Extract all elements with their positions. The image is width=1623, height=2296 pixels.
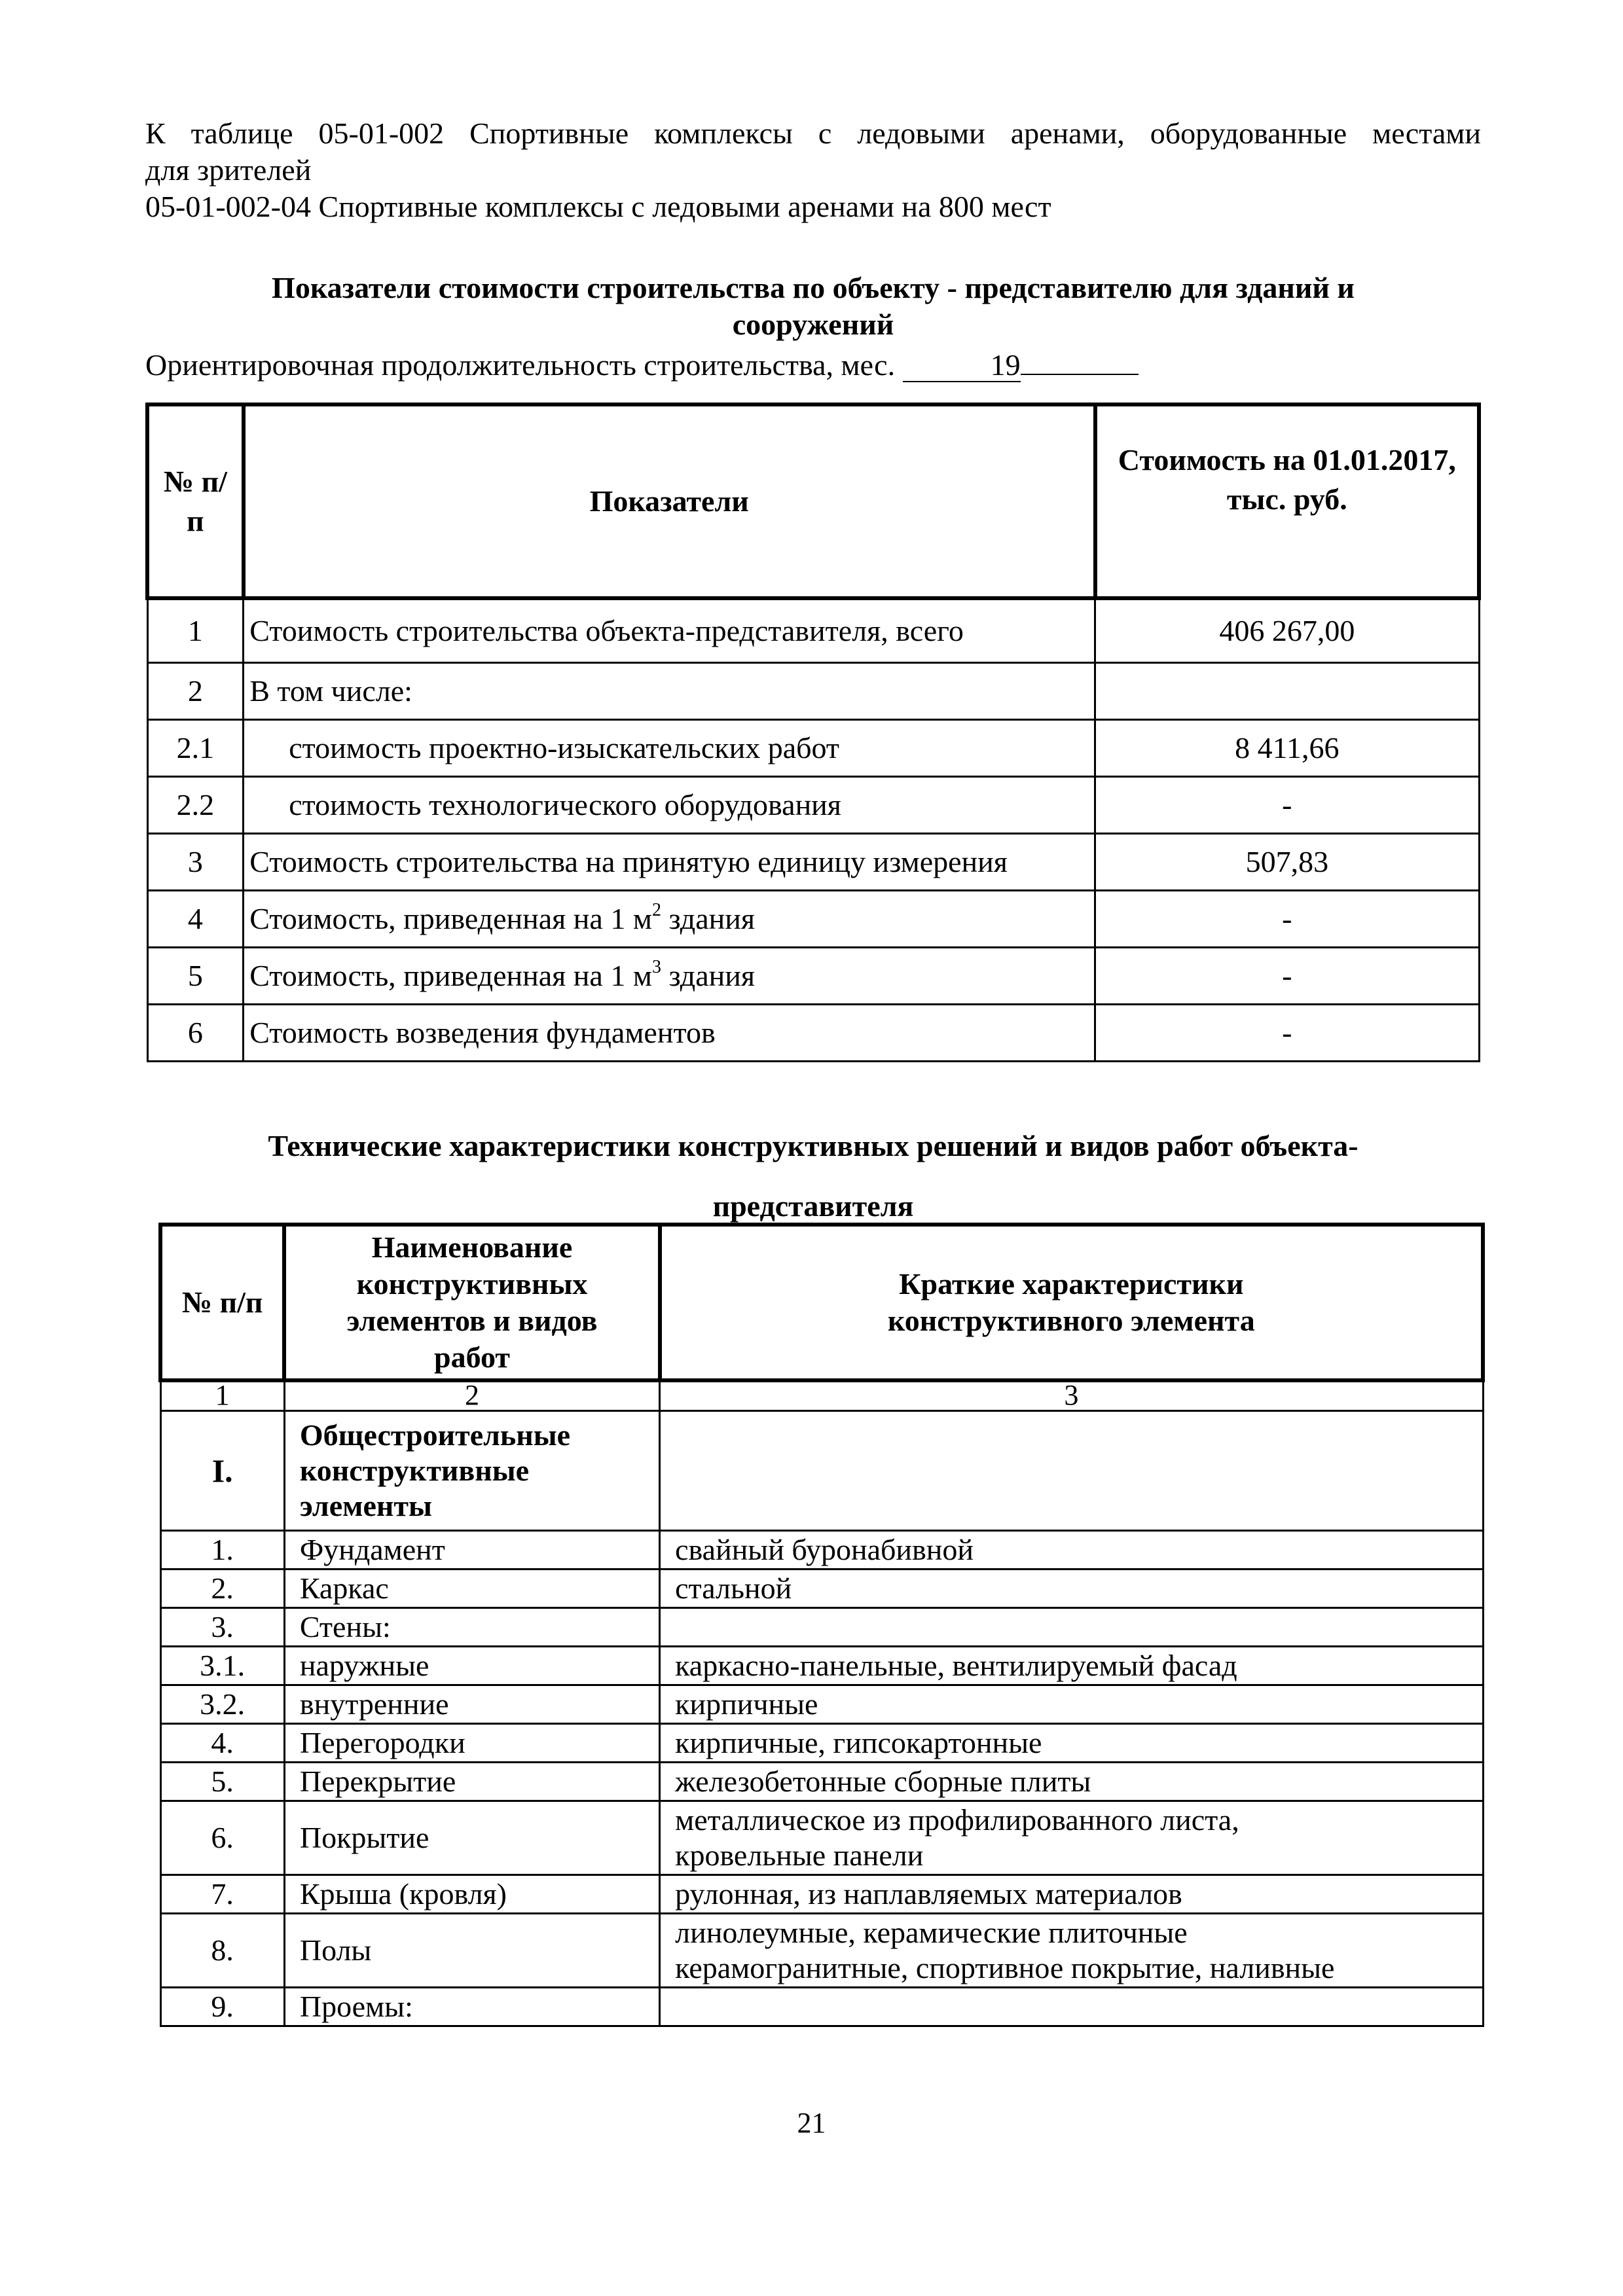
row-desc-line-1: линолеумные, керамические плиточные [675,1916,1188,1949]
row-name: Фундамент [284,1531,659,1570]
row-name-text: Стоимость, приведенная на 1 м [249,902,652,935]
header-name-line-3: элементов и видов [346,1304,598,1337]
table-row [147,663,1479,720]
row-value: 8 411,66 [1095,720,1479,777]
section-desc [660,1411,1483,1531]
column-number: 2 [284,1380,659,1411]
row-value: 406 267,00 [1095,598,1479,663]
duration-value: 19 [903,350,1021,382]
header-cost [1095,404,1479,598]
row-value: - [1095,891,1479,948]
unit-exponent: 2 [651,899,661,920]
header-element-name [284,1225,659,1380]
row-num: 2.2 [147,777,244,834]
row-desc: рулонная, из наплавляемых материалов [660,1875,1483,1914]
row-num: 2.1 [147,720,244,777]
duration-underline [1021,374,1139,375]
row-name [244,891,1095,948]
row-name-text: Стоимость, приведенная на 1 м [249,959,652,992]
table-row [160,1763,1483,1801]
table-row [160,1914,1483,1988]
row-desc: железобетонные сборные плиты [660,1763,1483,1801]
unit-exponent: 3 [651,956,661,977]
table-row [160,1570,1483,1608]
row-name-tail: здания [661,902,756,935]
table-row [160,1801,1483,1875]
cost-title-line-2: сооружений [732,308,894,341]
row-num: 3 [147,834,244,891]
header-name-line-1: Наименование [371,1230,573,1264]
header-num: № п/п [160,1225,284,1380]
row-name: стоимость проектно-изыскательских работ [244,720,1095,777]
table-row [147,1005,1479,1062]
table-row [147,834,1479,891]
table-row [147,948,1479,1005]
row-name: стоимость технологического оборудования [244,777,1095,834]
row-num: 9. [160,1988,284,2026]
column-number: 1 [160,1380,284,1411]
row-desc: свайный буронабивной [660,1531,1483,1570]
section-name-line-2: конструктивные [299,1454,530,1487]
table-row [160,1875,1483,1914]
page-number: 21 [797,2107,826,2139]
header-cost-line-1: Стоимость на 01.01.2017, [1118,443,1456,476]
row-num: 2 [147,663,244,720]
row-desc: стальной [660,1570,1483,1608]
row-name: Каркас [284,1570,659,1608]
header-cost-line-2: тыс. руб. [1226,482,1347,516]
table-row [160,1647,1483,1685]
row-desc-line-2: керамогранитные, спортивное покрытие, наливные [675,1951,1335,1984]
intro-line-3: 05-01-002-04 Спортивные комплексы с ледовыми аренами на 800 мест [145,190,1051,223]
row-name: наружные [284,1647,659,1685]
row-desc: каркасно-панельные, вентилируемый фасад [660,1647,1483,1685]
header-name-line-4: работ [434,1340,510,1374]
row-name: В том числе: [244,663,1095,720]
row-desc: кирпичные [660,1685,1483,1724]
cost-section-title [145,270,1481,343]
table-row [147,891,1479,948]
table-row [160,1988,1483,2026]
row-value [1095,663,1479,720]
row-value: - [1095,1005,1479,1062]
cost-table [145,403,1481,1062]
cost-title-line-1: Показатели стоимости строительства по объекту - представителю для зданий и [272,271,1355,304]
row-name: Проемы: [284,1988,659,2026]
header-description [660,1225,1483,1380]
row-name: Стоимость возведения фундаментов [244,1005,1095,1062]
row-name: Покрытие [284,1801,659,1875]
row-desc-line-1: металлическое из профилированного листа, [675,1803,1239,1837]
row-num: 6. [160,1801,284,1875]
row-value: - [1095,948,1479,1005]
row-desc [660,1988,1483,2026]
row-name-tail: здания [661,959,756,992]
row-name: внутренние [284,1685,659,1724]
table-row [147,720,1479,777]
row-num: 4 [147,891,244,948]
intro-text [145,115,1481,225]
tech-title-line-1: Технические характеристики конструктивных решений и видов работ объекта- [268,1129,1359,1162]
table-row [147,777,1479,834]
row-name: Полы [284,1914,659,1988]
row-num: 5. [160,1763,284,1801]
row-desc: кирпичные, гипсокартонные [660,1724,1483,1763]
header-name-line-2: конструктивных [356,1267,588,1300]
header-desc-line-1: Краткие характеристики [899,1267,1244,1300]
section-name-line-1: Общестроительные [299,1418,571,1452]
row-num: 3.1. [160,1647,284,1685]
row-value: 507,83 [1095,834,1479,891]
table-row [160,1608,1483,1647]
tech-table [158,1223,1485,2027]
row-name: Стены: [284,1608,659,1647]
row-num: 4. [160,1724,284,1763]
section-row [160,1411,1483,1531]
table-row [160,1531,1483,1570]
tech-section-title [145,1116,1481,1236]
duration-line [145,347,1139,384]
cost-table-header [147,404,1479,598]
table-row [160,1724,1483,1763]
row-num: 6 [147,1005,244,1062]
intro-line-1: К таблице 05-01-002 Спортивные комплексы с ледовыми аренами, оборудованные местами [145,117,1481,150]
row-desc [660,1914,1483,1988]
section-name-line-3: элементы [299,1489,432,1522]
row-num: 7. [160,1875,284,1914]
row-num: 3. [160,1608,284,1647]
row-name: Перегородки [284,1724,659,1763]
section-name [284,1411,659,1531]
row-name [244,948,1095,1005]
tech-title-line-2: представителя [712,1189,914,1223]
section-num: I. [160,1411,284,1531]
row-num: 5 [147,948,244,1005]
tech-table-header [160,1225,1483,1380]
header-indicator: Показатели [244,404,1095,598]
table-row [147,598,1479,663]
row-desc-line-2: кровельные панели [675,1839,924,1872]
row-num: 2. [160,1570,284,1608]
duration-label: Ориентировочная продолжительность строительства, мес. [145,348,896,382]
row-name: Крыша (кровля) [284,1875,659,1914]
row-num: 8. [160,1914,284,1988]
row-num: 1. [160,1531,284,1570]
row-desc [660,1608,1483,1647]
intro-line-2: для зрителей [145,153,312,187]
header-num: № п/п [147,404,244,598]
row-name: Стоимость строительства объекта-представителя, всего [244,598,1095,663]
column-numbers-row [160,1380,1483,1411]
row-desc [660,1801,1483,1875]
row-value: - [1095,777,1479,834]
column-number: 3 [660,1380,1483,1411]
table-row [160,1685,1483,1724]
row-name: Перекрытие [284,1763,659,1801]
header-desc-line-2: конструктивного элемента [887,1304,1255,1337]
row-num: 1 [147,598,244,663]
row-name: Стоимость строительства на принятую единицу измерения [244,834,1095,891]
row-num: 3.2. [160,1685,284,1724]
